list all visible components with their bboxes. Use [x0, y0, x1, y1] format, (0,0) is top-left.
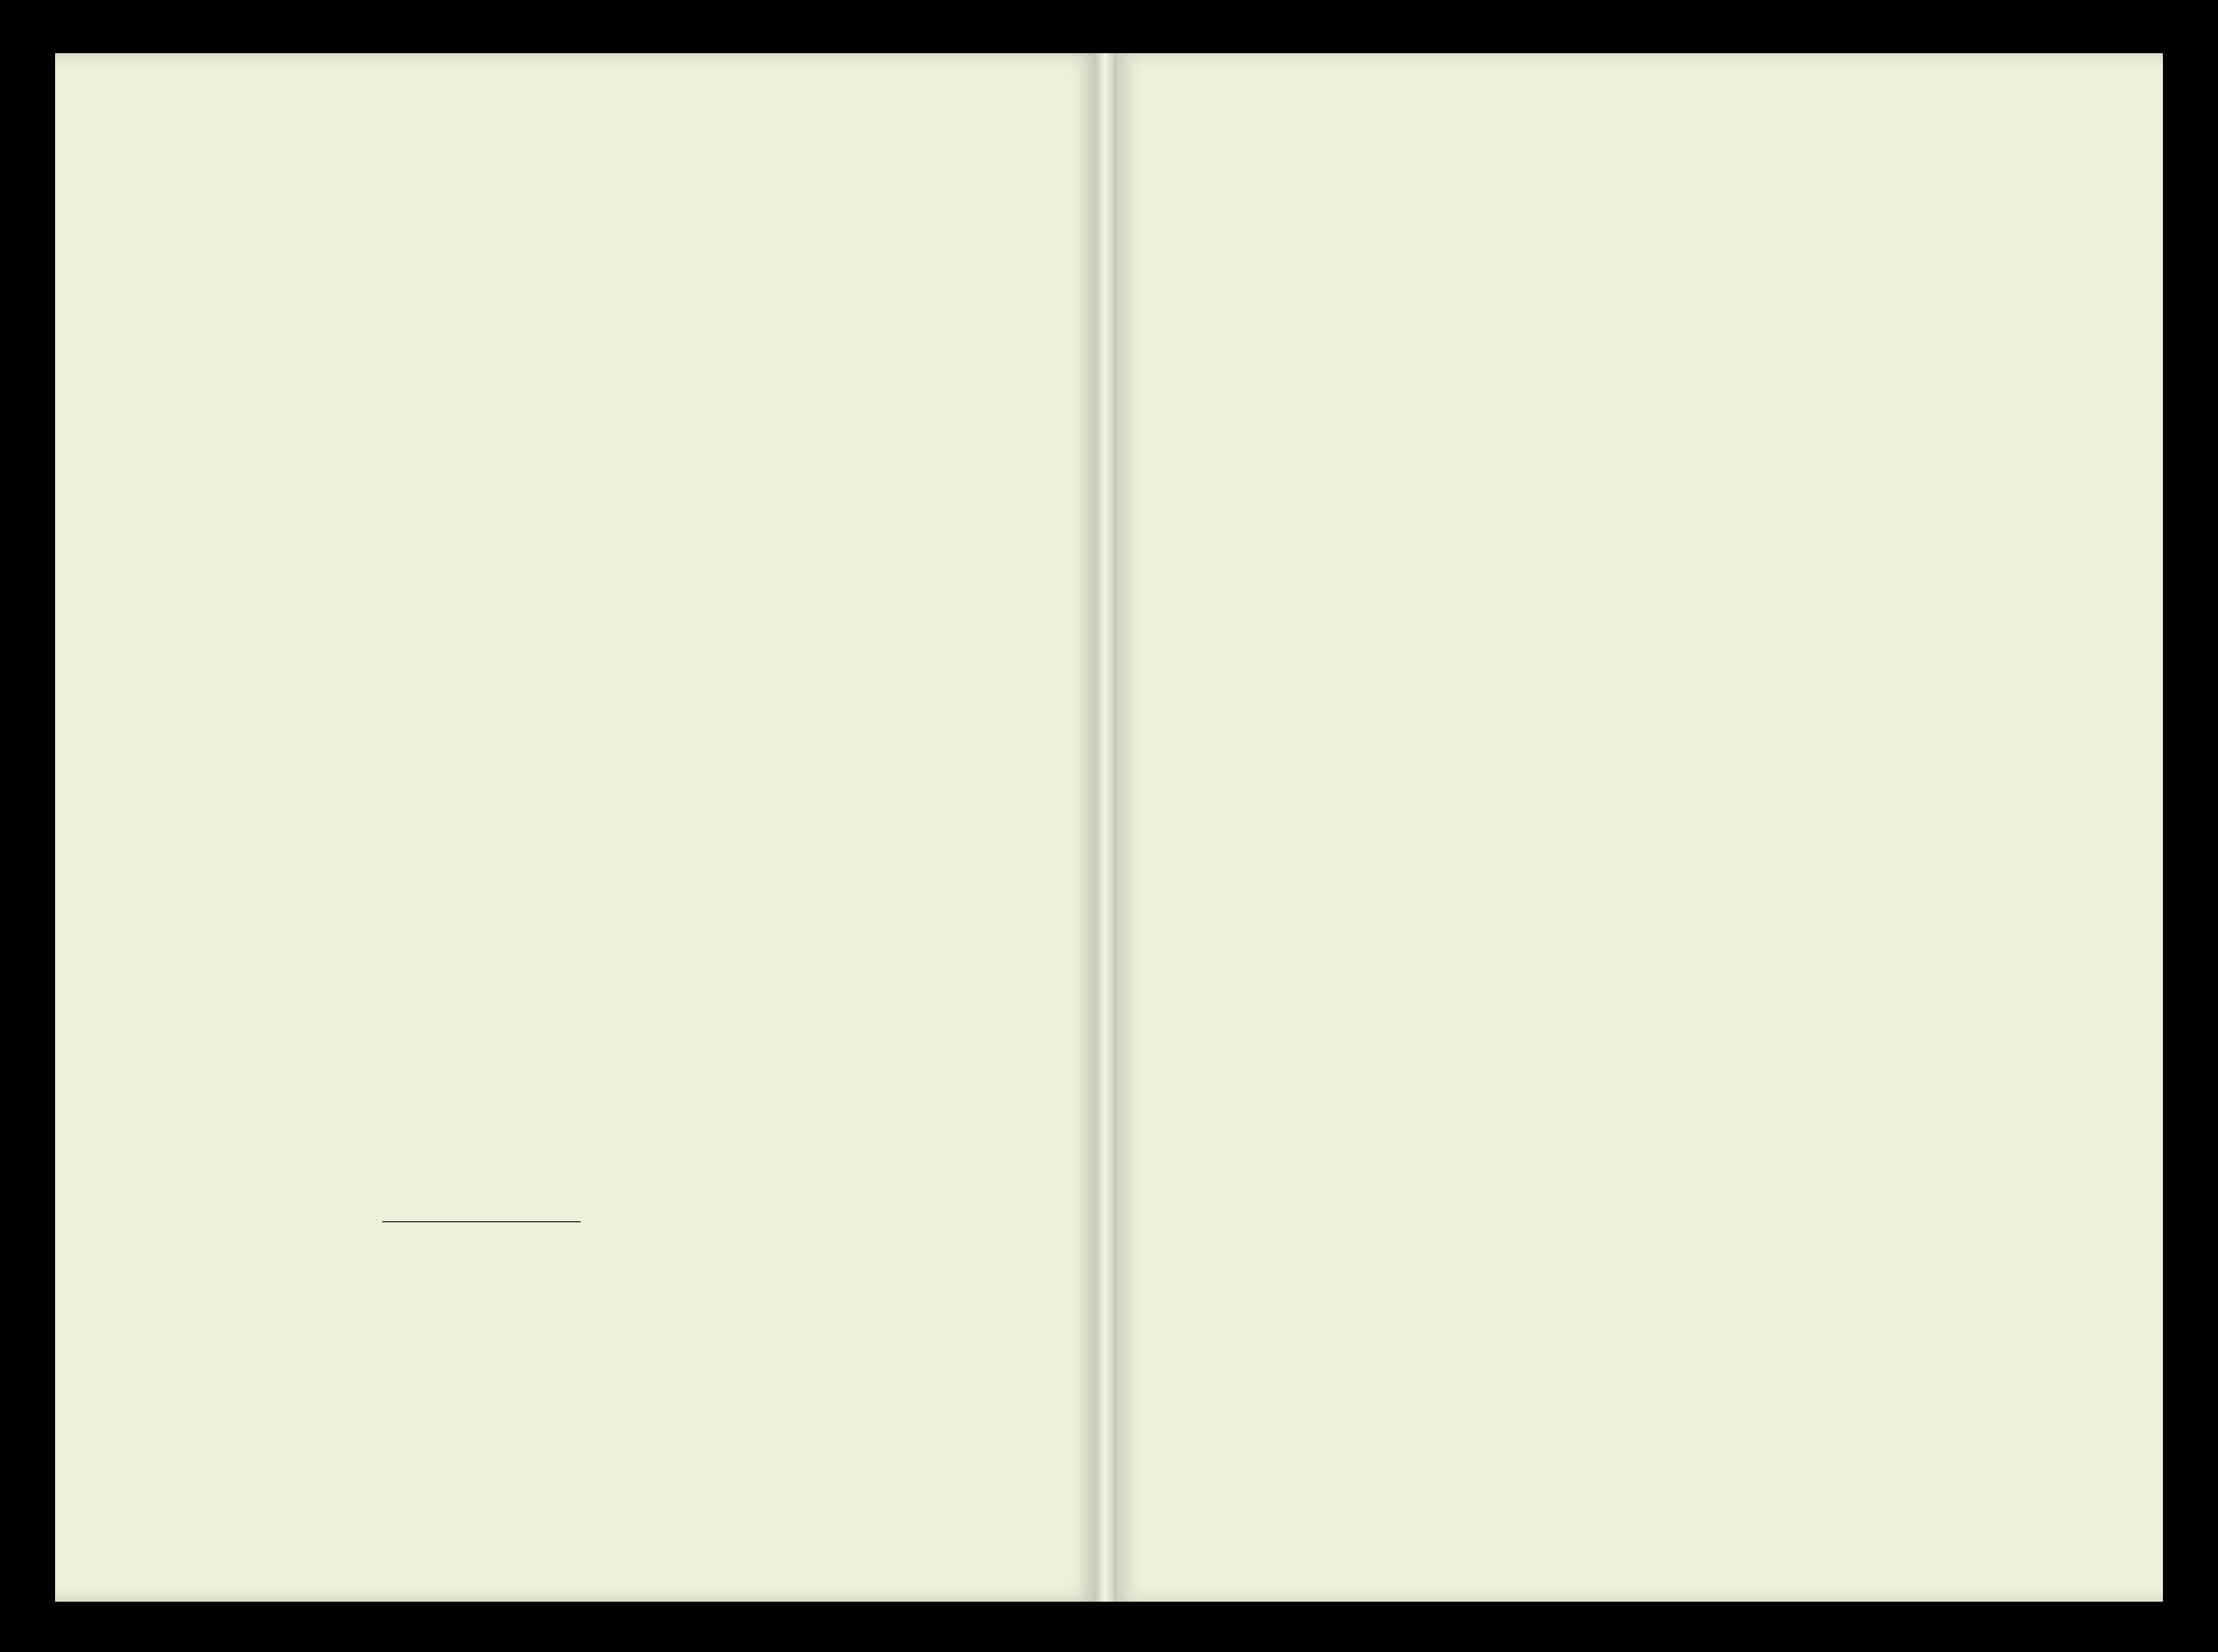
book-gutter	[1095, 53, 1117, 1602]
left-page	[55, 53, 1100, 1602]
right-page	[1113, 53, 2163, 1602]
footnote-rule	[382, 1221, 581, 1222]
